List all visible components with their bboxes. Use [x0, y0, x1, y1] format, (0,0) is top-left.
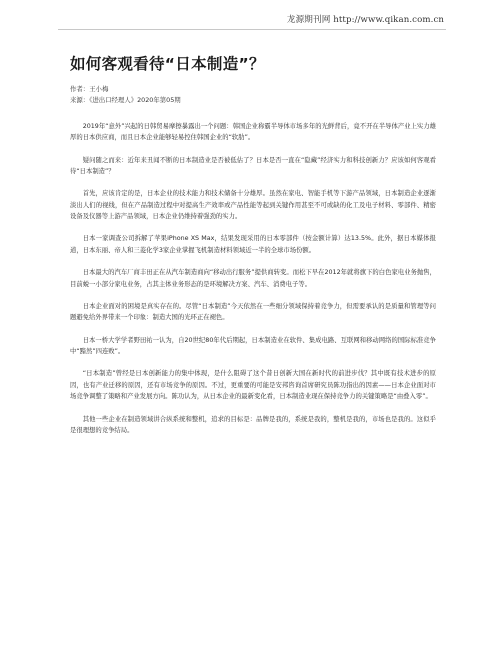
paragraph: 疑问随之而来：近年来丑闻不断的日本制造业是否被低估了？日本是否一直在“隐藏”经济实力和科技创新力？应该如何客观看待“日本制造”？: [70, 156, 436, 176]
paragraph: 首先，应该肯定的是，日本企业的技术能力和技术储备十分雄厚。虽然在家电、智能手机等下游产品领域，日本制造企业逐渐淡出人们的视线，但在产品制造过程中对提高生产效率或产品性能等起到关键作用甚至不可或缺的化工及电子材料、零部件、精密设备及仪器等上游产品领域，日本企业仍维持着强劲的实力。: [70, 190, 436, 221]
article-author: 作者：王小梅: [70, 85, 109, 93]
article: [70, 54, 436, 447]
paragraph: 日本一家调查公司拆解了苹果iPhone XS Max，结果发现采用的日本零部件（按金额计算）达13.5%。此外，据日本媒体报道，日本东丽、帝人和三菱化学3家企业掌握飞机制造材料领域近一半的全球市场份额。: [70, 235, 436, 255]
header-divider: [58, 29, 446, 30]
paragraph: 日本最大的汽车厂商丰田正在从汽车制造商向“移动出行服务”提供商转变。而松下早在2012年就将旗下的白色家电业务抛售，目前蜕一小部分家电业务，占其主体业务形态的是环境解决方案、汽车、消费电子等。: [70, 269, 436, 288]
paragraph: 其他一些企业在制造领域讲合纵系统和整机，追求的目标是：品牌是我的，系统是我的，整机是我的，市场也是我的。这似乎是很理想的竞争结局。: [70, 415, 436, 435]
article-body: [70, 121, 436, 437]
paragraph: 日本一桥大学学者野田祐一认为，自20世纪80年代后期起，日本制造业在软件、集成电路、互联网和移动网络的国际标准竞争中“黯然”四连败”。: [70, 336, 436, 356]
article-source: 来源：《进出口经理人》2020年第05期: [70, 96, 181, 105]
site-header-label: 龙源期刊网 http://www.qikan.com.cn: [286, 15, 444, 25]
paragraph: 2019年“意外”兴起的日韩贸易摩擦暴露出一个问题：韩国企业称霸半导体市场多年的光鲜背后，竟不开在半导体产业上实力雄厚的日本供应商，而且日本企业能够轻易控住韩国企业的“软肋”。: [70, 122, 436, 142]
paragraph: “日本制造”曾经是日本创新能力的集中体现，是什么阻碍了这个昔日创新大国在新时代的前进步伐？其中既有技术进步的原因，也有产业迁移的原因，还有市场竞争的原因。不过，更重要的可能是安邦咨询首席研究员陈功指出的因素——日本企业面对市场竞争调整了策略和产业发展方向。陈功认为，从日本企业的最新变化看，日本制造业现在保持竞争力的关键策略是“由叠入零”。: [70, 370, 436, 401]
paragraph: 日本企业面对的困境是真实存在的。尽管“日本制造”今天依然在一些细分领域保持着竞争力，但需要承认的是质量和管理等问题避免给外界带来一个印象：制造大国的光环正在褪色。: [70, 302, 436, 322]
article-title: 如何客观看待“日本制造”？: [70, 55, 265, 73]
